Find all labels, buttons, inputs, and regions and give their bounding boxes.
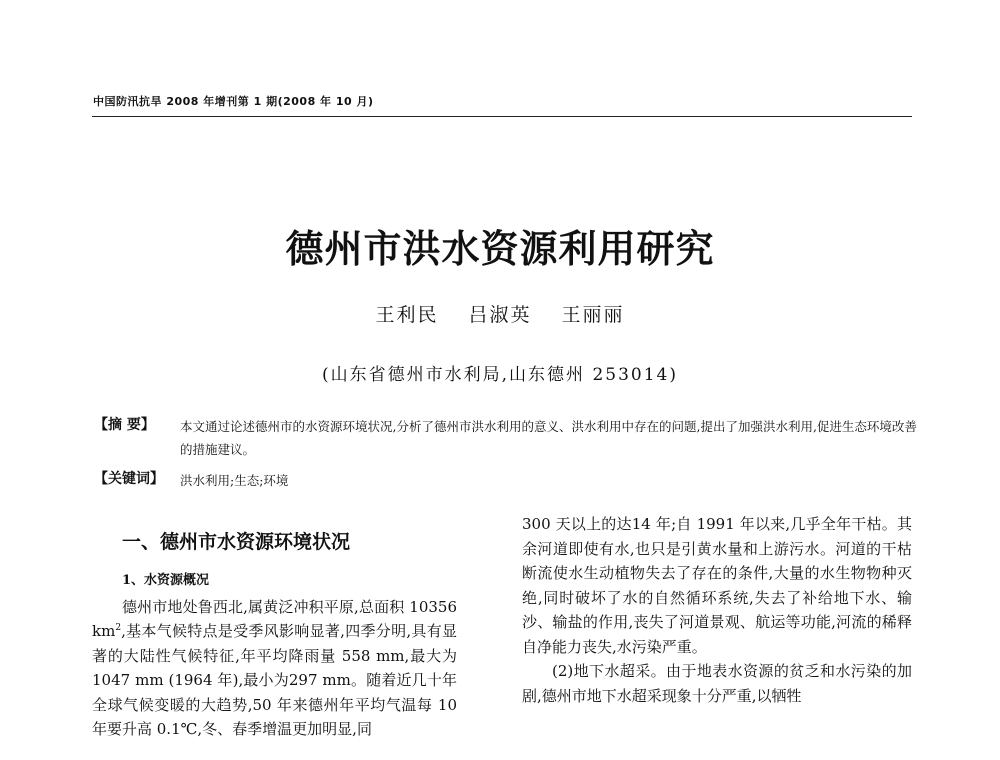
- abstract-label: 【摘 要】: [94, 417, 155, 433]
- journal-header: 中国防汛抗旱 2008 年增刊第 1 期(2008 年 10 月): [93, 95, 374, 108]
- section-heading: 一、德州市水资源环境状况: [122, 531, 351, 553]
- body-paragraph: 300 天以上的达14 年;自 1991 年以来,几乎全年干枯。其余河道即使有水,也只是引黄水量和上游污水。河道的干枯断流使水生动植物失去了存在的条件,大量的水生物物种灭绝,同时破坏了水的自然循环系统,失去了补给地下水、输沙、输盐的作用,丧失了河道景观、航运等功能,河流的稀释自净能力丧失,水污染严重。: [522, 515, 912, 656]
- header-rule: [92, 116, 912, 117]
- article-title: 德州市洪水资源利用研究: [285, 226, 715, 271]
- paragraph-text-a: 德州市地处鲁西北,属黄泛冲积平原,总面积 10356 km: [92, 597, 457, 640]
- paragraph-text-b: ,基本气候特点是受季风影响显著,四季分明,具有显著的大陆性气候特征,年平均降雨量 558 mm,最大为 1047 mm (1964 年),最小为297 mm。随着近几十年全球气候变暖的大趋势,50 年来德州年平均气温每 10 年要升高 0.1℃,冬、春季增温更加明显,同: [92, 622, 457, 738]
- superscript: 2: [115, 623, 122, 633]
- body-paragraph: [92, 595, 457, 742]
- right-column: [522, 512, 912, 708]
- body-paragraph: (2)地下水超采。由于地表水资源的贫乏和水污染的加剧,德州市地下水超采现象十分严重,以牺牲: [522, 662, 912, 705]
- article-affiliation: (山东省德州市水利局,山东德州 253014): [322, 365, 678, 385]
- left-column: [92, 512, 457, 742]
- keywords-text: 洪水利用;生态;环境: [180, 473, 289, 488]
- abstract-text: 本文通过论述德州市的水资源环境状况,分析了德州市洪水利用的意义、洪水利用中存在的问题,提出了加强洪水利用,促进生态环境改善的措施建议。: [180, 419, 917, 457]
- article-authors: 王利民 吕淑英 王丽丽: [375, 304, 625, 326]
- keywords-label: 【关键词】: [94, 471, 164, 487]
- subsection-heading: 1、水资源概况: [122, 572, 210, 588]
